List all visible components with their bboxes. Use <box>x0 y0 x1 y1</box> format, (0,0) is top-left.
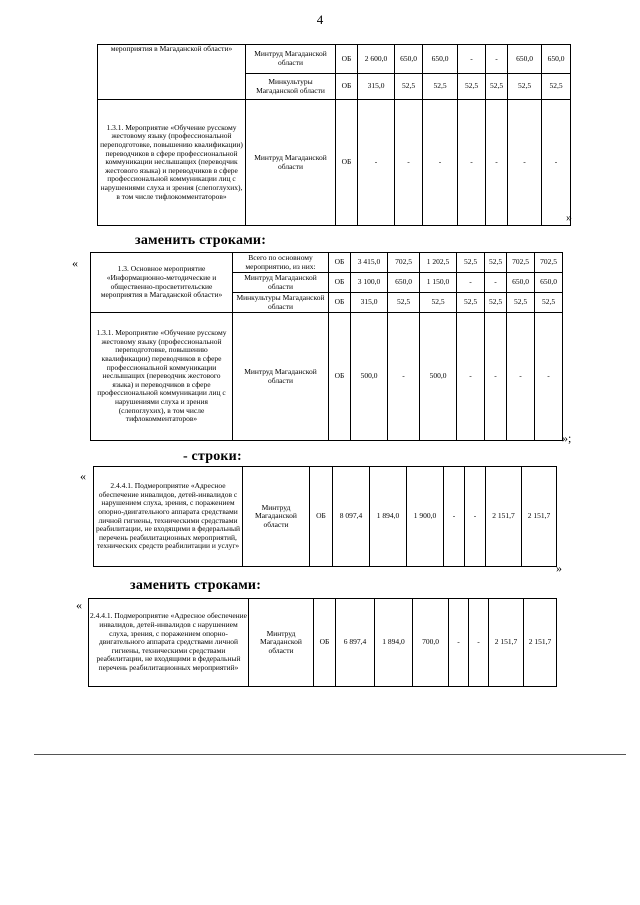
closing-quote: » <box>566 210 572 224</box>
value-cell: - <box>423 100 458 226</box>
executor-cell: Минтруд Магаданской области <box>246 45 336 74</box>
opening-quote: « <box>80 469 86 483</box>
source-cell: ОБ <box>336 74 358 100</box>
value-cell: 52,5 <box>485 293 507 313</box>
value-cell: 500,0 <box>420 313 457 441</box>
value-cell: - <box>485 313 507 441</box>
value-cell: - <box>388 313 420 441</box>
value-cell: - <box>486 100 508 226</box>
source-cell: ОБ <box>310 467 333 567</box>
value-cell: 650,0 <box>535 273 563 293</box>
value-cell: 52,5 <box>457 293 485 313</box>
value-cell: 52,5 <box>388 293 420 313</box>
value-cell: 52,5 <box>535 293 563 313</box>
measure-description: 1.3.1. Мероприятие «Обучение русскому жестовому языку (профессиональной переподготовке, повышению квалификации) переводчиков в сфере профессиональной коммуникации неслышащих (переводчик жестового языка) и переводчиков в сфере профессиональной коммуникации лиц с нарушениями слуха и зрения (слепоглухих), в том числе тифлокомментаторов» <box>91 313 233 441</box>
value-cell: 650,0 <box>542 45 571 74</box>
value-cell: 2 151,7 <box>522 467 557 567</box>
table-row <box>98 45 571 74</box>
value-cell: 8 097,4 <box>333 467 370 567</box>
source-cell: ОБ <box>329 253 351 273</box>
page-number: 4 <box>316 12 324 27</box>
value-cell: 3 100,0 <box>351 273 388 293</box>
value-cell: 702,5 <box>388 253 420 273</box>
value-cell: 650,0 <box>508 45 542 74</box>
value-cell: 500,0 <box>351 313 388 441</box>
value-cell: 315,0 <box>351 293 388 313</box>
measure-description: 2.4.4.1. Подмероприятие «Адресное обеспечение инвалидов, детей-инвалидов с нарушением слуха, зрения, с поражением опорно-двигательного аппарата средствами личной гигиены, техническими средствами реабилитации, не входящими в федеральный перечень реабилитационных мероприятий, технических средств реабилитации и услуг» <box>94 467 243 567</box>
value-cell: 2 600,0 <box>358 45 395 74</box>
table-row <box>89 599 557 687</box>
value-cell: 52,5 <box>508 74 542 100</box>
heading-rows: - строки: <box>183 449 242 464</box>
table-row <box>91 313 563 441</box>
executor-cell: Минтруд Магаданской области <box>249 599 314 687</box>
value-cell: - <box>395 100 423 226</box>
value-cell: 702,5 <box>507 253 535 273</box>
value-cell: - <box>444 467 465 567</box>
value-cell: - <box>486 45 508 74</box>
source-cell: ОБ <box>329 293 351 313</box>
table-block-4 <box>88 598 557 687</box>
value-cell: 650,0 <box>388 273 420 293</box>
value-cell: - <box>449 599 469 687</box>
value-cell: 650,0 <box>507 273 535 293</box>
value-cell: 2 151,7 <box>524 599 557 687</box>
executor-cell: Минкультуры Магаданской области <box>233 293 329 313</box>
value-cell: - <box>469 599 489 687</box>
value-cell: - <box>465 467 486 567</box>
value-cell: - <box>508 100 542 226</box>
value-cell: 52,5 <box>423 74 458 100</box>
closing-quote: »; <box>562 431 572 445</box>
value-cell: - <box>457 313 485 441</box>
value-cell: 3 415,0 <box>351 253 388 273</box>
value-cell: - <box>535 313 563 441</box>
heading-replace-rows: заменить строками: <box>130 578 262 593</box>
value-cell: 1 894,0 <box>370 467 407 567</box>
executor-cell: Минтруд Магаданской области <box>233 273 329 293</box>
value-cell: 1 894,0 <box>375 599 413 687</box>
value-cell: 650,0 <box>423 45 458 74</box>
value-cell: 52,5 <box>457 253 485 273</box>
value-cell: 52,5 <box>420 293 457 313</box>
source-cell: ОБ <box>329 313 351 441</box>
executor-cell: Всего по основному мероприятию, из них: <box>233 253 329 273</box>
heading-replace-rows: заменить строками: <box>135 233 267 248</box>
table-row <box>91 253 563 273</box>
measure-description: мероприятия в Магаданской области» <box>98 45 246 100</box>
value-cell: - <box>457 273 485 293</box>
value-cell: - <box>458 45 486 74</box>
value-cell: 52,5 <box>458 74 486 100</box>
value-cell: - <box>542 100 571 226</box>
value-cell: - <box>458 100 486 226</box>
opening-quote: « <box>72 256 78 270</box>
value-cell: 650,0 <box>395 45 423 74</box>
measure-description: 1.3.1. Мероприятие «Обучение русскому жестовому языку (профессиональной переподготовке, повышению квалификации) переводчиков в сфере профессиональной коммуникации неслышащих (переводчик жестового языка) и переводчиков в сфере профессиональной коммуникации лиц с нарушениями слуха и зрения (слепоглухих), в том числе тифлокомментаторов» <box>98 100 246 226</box>
table-row <box>98 100 571 226</box>
measure-description: 1.3. Основное мероприятие «Информационно-методические и общественно-просветительские мероприятия в Магаданской области» <box>91 253 233 313</box>
value-cell: 2 151,7 <box>486 467 522 567</box>
value-cell: 1 900,0 <box>407 467 444 567</box>
executor-cell: Минкультуры Магаданской области <box>246 74 336 100</box>
source-cell: ОБ <box>314 599 336 687</box>
measure-description: 2.4.4.1. Подмероприятие «Адресное обеспечение инвалидов, детей-инвалидов с нарушением слуха, зрения, с поражением опорно-двигательного аппарата средствами личной гигиены, техническими средствами реабилитации, не входящими в федеральный перечень реабилитационных мероприятий» <box>89 599 249 687</box>
executor-cell: Минтруд Магаданской области <box>243 467 310 567</box>
value-cell: 700,0 <box>413 599 449 687</box>
closing-quote: » <box>556 561 562 575</box>
value-cell: 1 202,5 <box>420 253 457 273</box>
executor-cell: Минтруд Магаданской области <box>233 313 329 441</box>
source-cell: ОБ <box>336 100 358 226</box>
source-cell: ОБ <box>329 273 351 293</box>
footer-divider <box>34 754 626 755</box>
value-cell: 315,0 <box>358 74 395 100</box>
value-cell: 52,5 <box>542 74 571 100</box>
opening-quote: « <box>76 598 82 612</box>
value-cell: 1 150,0 <box>420 273 457 293</box>
table-block-2 <box>90 252 563 441</box>
table-row <box>94 467 557 567</box>
value-cell: - <box>485 273 507 293</box>
value-cell: 702,5 <box>535 253 563 273</box>
table-block-3 <box>93 466 557 567</box>
value-cell: - <box>358 100 395 226</box>
executor-cell: Минтруд Магаданской области <box>246 100 336 226</box>
value-cell: 2 151,7 <box>489 599 524 687</box>
value-cell: 52,5 <box>486 74 508 100</box>
value-cell: 52,5 <box>395 74 423 100</box>
value-cell: - <box>507 313 535 441</box>
table-block-1 <box>97 44 571 226</box>
value-cell: 52,5 <box>485 253 507 273</box>
source-cell: ОБ <box>336 45 358 74</box>
value-cell: 6 897,4 <box>336 599 375 687</box>
value-cell: 52,5 <box>507 293 535 313</box>
